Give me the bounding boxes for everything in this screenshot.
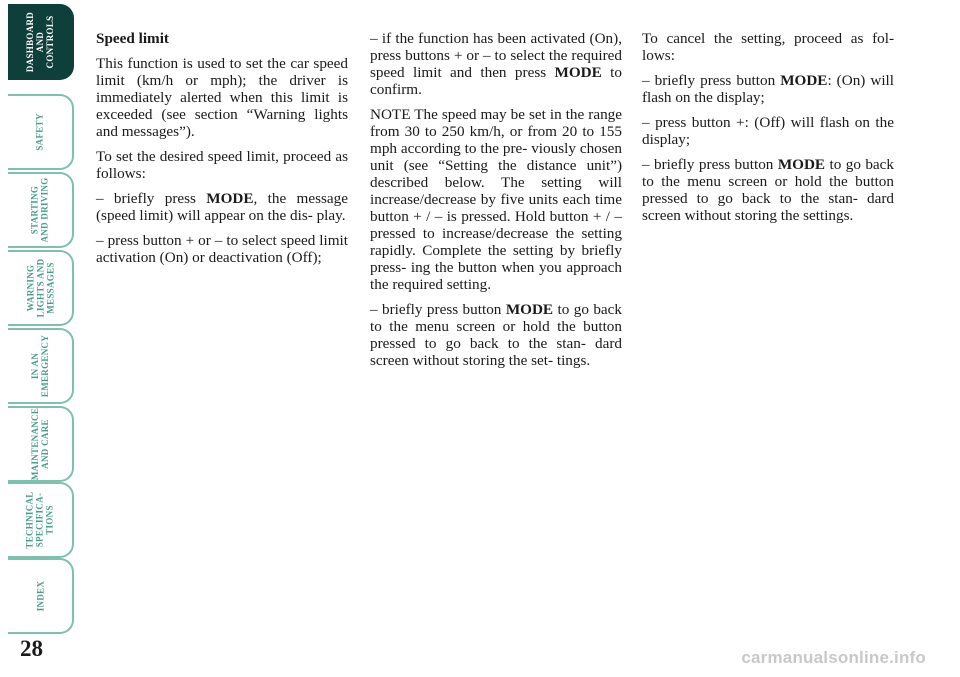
paragraph: – briefly press button MODE to go back to the menu screen or hold the button pressed to go back to the stan- dard screen without storing the settings.	[642, 156, 895, 224]
tab-index[interactable]	[8, 558, 74, 634]
paragraph: – briefly press button MODE: (On) will flash on the display;	[642, 72, 894, 106]
tab-safety[interactable]	[8, 94, 74, 170]
text-column-3	[642, 30, 894, 232]
tab-dashboard-and-controls[interactable]	[8, 4, 74, 80]
paragraph: – press button + or – to select speed limit activation (On) or deactivation (Off);	[96, 232, 348, 266]
tab-label: SAFETY	[35, 113, 45, 151]
tab-label: STARTING AND DRIVING	[30, 177, 50, 243]
paragraph: – if the function has been activated (On), press buttons + or – to select the required speed limit and then press MODE to confirm.	[370, 30, 622, 98]
tab-in-an-emergency[interactable]	[8, 328, 74, 404]
tab-warning-lights-and-messages[interactable]	[8, 250, 74, 326]
mode-keyword: MODE	[777, 156, 826, 173]
tab-label: IN AN EMERGENCY	[29, 334, 50, 398]
mode-keyword: MODE	[780, 72, 828, 89]
paragraph: To cancel the setting, proceed as fol- lows:	[642, 30, 894, 64]
tab-starting-and-driving[interactable]	[8, 172, 74, 248]
text-column-1	[96, 30, 348, 274]
tab-technical-specifications[interactable]	[8, 482, 74, 558]
tab-label: DASHBOARD AND CONTROLS	[25, 11, 55, 73]
paragraph: To set the desired speed limit, proceed as follows:	[96, 148, 348, 182]
paragraph: – briefly press button MODE to go back to the menu screen or hold the button pressed to go back to the stan- dard screen without storing the set- tings.	[370, 301, 623, 369]
paragraph: – briefly press MODE, the message (speed limit) will appear on the dis- play.	[96, 190, 348, 224]
tab-label: INDEX	[34, 580, 45, 612]
mode-keyword: MODE	[554, 64, 602, 81]
mode-keyword: MODE	[505, 301, 554, 318]
page-number: 28	[20, 636, 43, 661]
tab-label: MAINTENANCE AND CARE	[30, 407, 50, 481]
paragraph: NOTE The speed may be set in the range from 30 to 250 km/h, or from 20 to 155 mph according to the pre- viously chosen unit (see “Setting the distance unit”) described below. The setting will increase/decrease by five units each time button + / – is pressed. Hold button + / – pressed to increase/decrease the setting rapidly. Complete the setting by briefly press- ing the button when you approach the required setting.	[370, 106, 622, 293]
section-tabs	[0, 0, 76, 640]
tab-label: WARNING LIGHTS AND MESSAGES	[25, 258, 55, 318]
watermark: carmanualsonline.info	[741, 648, 926, 667]
text-column-2	[370, 30, 622, 377]
section-heading: Speed limit	[96, 30, 169, 47]
tab-maintenance-and-care[interactable]	[8, 406, 74, 482]
paragraph: This function is used to set the car speed limit (km/h or mph); the driver is immediately alerted when this limit is exceeded (see section “Warning lights and messages”).	[96, 55, 348, 140]
tab-label: TECHNICAL SPECIFICA- TIONS	[25, 491, 55, 549]
mode-keyword: MODE	[206, 190, 254, 207]
paragraph: – press button +: (Off) will flash on the display;	[642, 114, 894, 148]
